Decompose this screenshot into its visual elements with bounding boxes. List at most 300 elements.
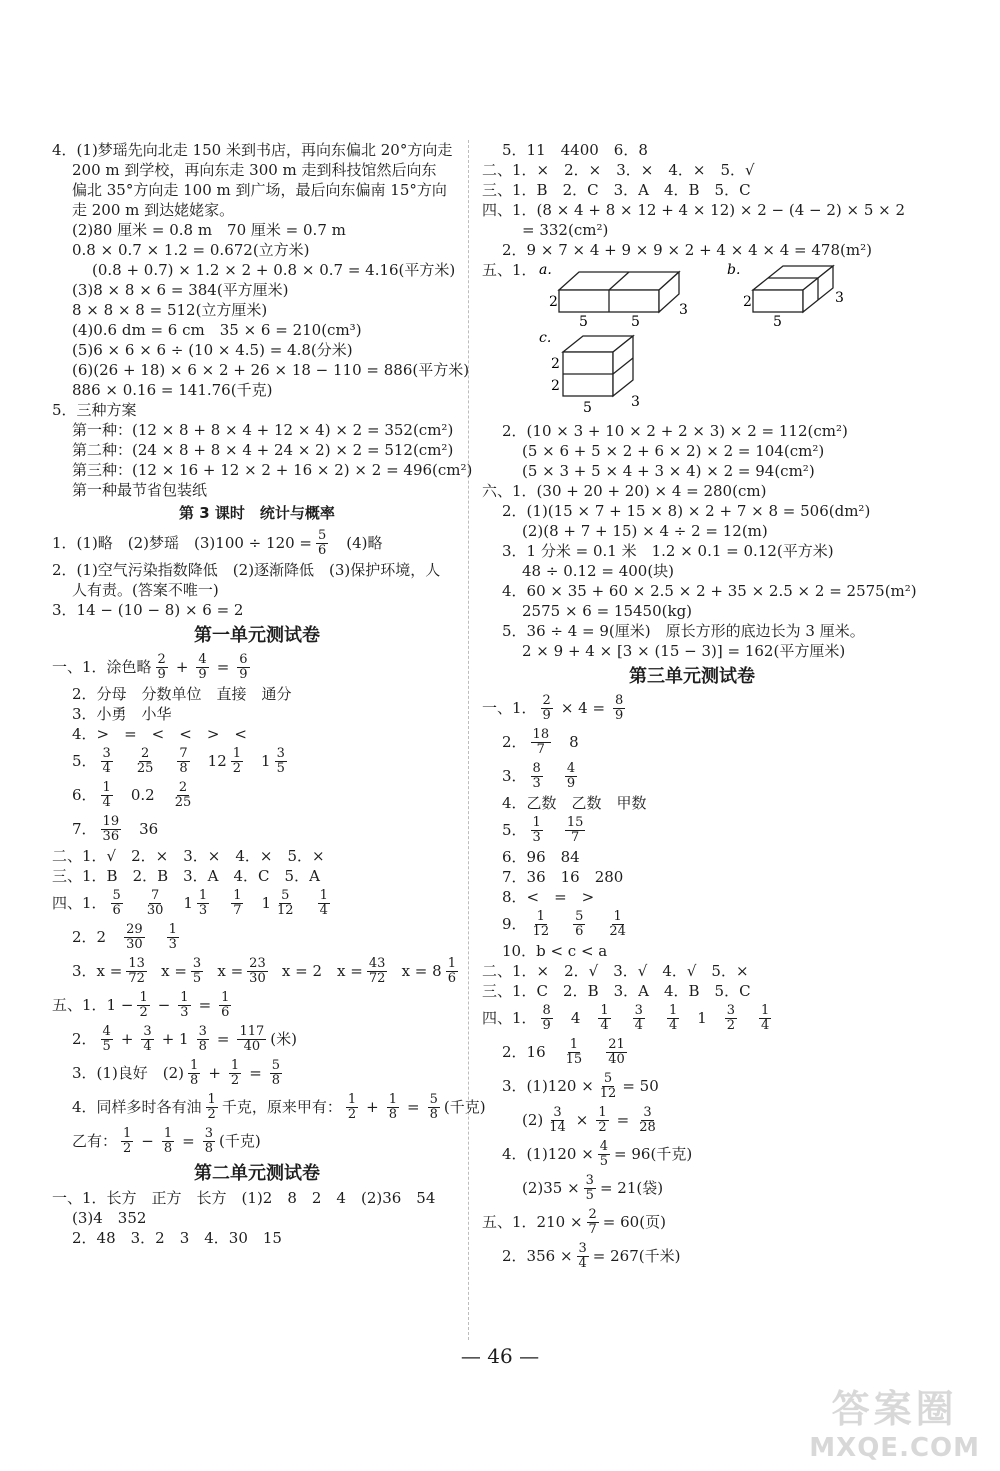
answer-line: 三、1．B 2．C 3．A 4．B 5．C [482, 181, 751, 199]
fraction [197, 889, 209, 918]
text: 2． [72, 1030, 97, 1048]
answer-line: (0.8 + 0.7) × 1.2 × 2 + 0.8 × 0.7 = 4.16(平方米) [92, 261, 456, 279]
left-column [52, 140, 486, 1248]
denominator: 6 [112, 902, 121, 918]
denominator: 2 [139, 1004, 148, 1020]
text: 四、1． [52, 894, 107, 912]
answer-line: (3)4 352 [72, 1209, 147, 1227]
answer-line [52, 1022, 462, 1056]
dim-label: 3 [834, 290, 844, 306]
answer-line: = 332(cm²) [522, 221, 609, 239]
numerator: 3 [726, 1002, 736, 1018]
figure-label-a: a. [538, 262, 552, 278]
denominator: 6 [318, 542, 327, 558]
section-heading-unit1: 第一单元测试卷 [194, 625, 320, 646]
answer-line [52, 744, 462, 778]
text: (米) [270, 1030, 297, 1048]
numerator: 5 [429, 1091, 438, 1107]
numerator: 3 [585, 1172, 594, 1188]
denominator: 3 [180, 1004, 189, 1020]
fraction [759, 1004, 771, 1033]
text: 5． [502, 821, 527, 839]
fraction [231, 889, 243, 918]
answer-line: 2．分母 分数单位 直接 通分 [72, 685, 292, 703]
text: 5． [72, 752, 97, 770]
answer-line: 二、1．× 2．× 3．× 4．× 5．√ [482, 161, 755, 179]
denominator: 4 [143, 1038, 152, 1054]
denominator: 8 [429, 1106, 438, 1122]
fraction [270, 1059, 282, 1088]
answer-line: (2) $\frac{3}{14}$ × $\frac{1}{2}$ = $\frac{3}{28}$ [522, 1104, 656, 1135]
denominator: 8 [190, 1072, 199, 1088]
numerator: 4 [566, 760, 576, 776]
fraction [237, 653, 249, 682]
text: = [216, 1030, 230, 1048]
fraction [367, 957, 388, 986]
fraction [196, 653, 208, 682]
fraction [606, 1038, 627, 1067]
answer-line: 3．1 分米 = 0.1 米 1.2 × 0.1 = 0.12(平方米) [502, 542, 834, 560]
denominator: 8 [388, 1106, 397, 1122]
text: 3．(1)120 × [502, 1077, 594, 1095]
denominator: 9 [239, 666, 248, 682]
numerator: 1 [536, 908, 545, 924]
denominator: 15 [565, 1051, 583, 1067]
numerator: 1 [221, 989, 230, 1005]
fraction [121, 1127, 133, 1156]
dim-label: 3 [678, 302, 688, 318]
text: 1．(1)略 (2)梦瑶 (3)100 ÷ 120 = [52, 534, 312, 552]
denominator: 8 [271, 1072, 281, 1088]
fraction [316, 529, 328, 558]
answer-line: 第三种：(12 × 16 + 12 × 2 + 16 × 2) × 2 = 496(cm²) [72, 461, 473, 479]
text: 五、1．1 − [52, 996, 134, 1014]
denominator: 9 [198, 666, 207, 682]
fraction [237, 1025, 266, 1054]
dim-label: 5 [582, 400, 592, 416]
numerator: 7 [150, 887, 160, 903]
fraction [101, 815, 122, 844]
fraction [531, 728, 552, 757]
text: 8 [569, 733, 579, 751]
fraction [573, 910, 585, 939]
watermark-text: 答案圈 [831, 1387, 958, 1431]
text: x = [217, 962, 244, 980]
answer-line: (3)8 × 8 × 6 = 384(平方厘米) [72, 281, 289, 299]
numerator: 18 [532, 726, 550, 742]
right-column [482, 140, 917, 1273]
whole-number: 1 [697, 1009, 707, 1027]
answer-line: (4)0.6 dm = 6 cm 35 × 6 = 210(cm³) [72, 321, 362, 339]
fraction [667, 1004, 679, 1033]
numerator: 2 [542, 692, 551, 708]
answer-line: 886 × 0.16 = 141.76(千克) [72, 381, 273, 399]
answer-line: 200 m 到学校，再向东走 300 m 走到科技馆然后向东 [72, 161, 437, 179]
denominator: 14 [549, 1119, 566, 1135]
fraction [231, 747, 243, 776]
denominator: 12 [599, 1085, 617, 1101]
denominator: 3 [532, 775, 541, 791]
fraction [531, 762, 543, 791]
denominator: 2 [207, 1106, 216, 1122]
text: 乙有： [72, 1132, 118, 1150]
text: (千克) [443, 1098, 486, 1116]
text: 四、1． [482, 1009, 537, 1027]
text: (2)35 × [522, 1179, 580, 1197]
section-heading-lesson3: 第 3 课时 统计与概率 [179, 504, 335, 522]
text: x = 8 [401, 962, 442, 980]
whole-number: 1 [261, 894, 272, 912]
fraction [577, 1242, 589, 1271]
numerator: 3 [204, 1125, 214, 1141]
fraction [101, 1025, 113, 1054]
fraction [141, 1025, 153, 1054]
numerator: 2 [140, 745, 150, 761]
whole-number: 1 [183, 894, 193, 912]
denominator: 6 [447, 970, 456, 986]
answer-line: (6)(26 + 18) × 6 × 2 + 26 × 18 − 110 = 886(平方米) [72, 361, 470, 379]
numerator: 8 [615, 692, 624, 708]
answer-line: (2)(8 + 7 + 15) × 4 ÷ 2 = 12(m) [522, 522, 768, 540]
denominator: 4 [668, 1017, 678, 1033]
whole-number: 12 [207, 752, 227, 770]
text: x = 2 x = [281, 962, 363, 980]
denominator: 40 [608, 1051, 625, 1067]
numerator: 1 [139, 989, 148, 1005]
numerator: 3 [102, 745, 111, 761]
answer-line: (5)6 × 6 × 6 ÷ (10 × 4.5) = 4.8(分米) [72, 341, 353, 359]
text: = 50 [622, 1077, 659, 1095]
numerator: 5 [318, 527, 327, 543]
denominator: 7 [570, 829, 580, 845]
text: = 267(千米) [592, 1247, 681, 1265]
denominator: 6 [221, 1004, 230, 1020]
numerator: 7 [179, 745, 188, 761]
answer-line [482, 1001, 902, 1035]
numerator: 1 [207, 1091, 216, 1107]
numerator: 1 [163, 1125, 173, 1141]
whole-number: 4 [570, 1009, 581, 1027]
text: x = [161, 962, 187, 980]
numerator: 4 [599, 1138, 609, 1154]
fraction [275, 747, 287, 776]
answer-line: 5．36 ÷ 4 = 9(厘米) 原长方形的底边长为 3 厘米。 [502, 622, 865, 640]
text: 3． [502, 767, 527, 785]
numerator: 1 [668, 1002, 678, 1018]
text: 36 [139, 820, 159, 838]
dim-label: 2 [550, 378, 560, 394]
text: (千克) [219, 1132, 261, 1150]
denominator: 4 [634, 1017, 643, 1033]
denominator: 7 [588, 1221, 597, 1237]
dim-label: 2 [548, 294, 558, 310]
denominator: 8 [179, 760, 188, 776]
denominator: 4 [102, 760, 111, 776]
answer-line: (5 × 6 + 5 × 2 + 6 × 2) × 2 = 104(cm²) [522, 442, 825, 460]
text: (2) [522, 1111, 544, 1129]
answer-line: 4．乙数 乙数 甲数 [502, 794, 647, 812]
answer-line: 2．(1)空气污染指数降低 (2)逐渐降低 (3)保护环境，人 [52, 561, 441, 579]
denominator: 6 [575, 923, 584, 939]
numerator: 1 [168, 921, 177, 937]
fraction [206, 1093, 218, 1122]
fraction [725, 1004, 737, 1033]
figure-row [482, 260, 902, 421]
numerator: 1 [230, 1057, 240, 1073]
fraction [101, 747, 113, 776]
numerator: 1 [532, 814, 541, 830]
answer-line: 三、1．C 2．B 3．A 4．B 5．C [482, 982, 751, 1000]
denominator: 2 [726, 1017, 736, 1033]
denominator: 25 [136, 760, 154, 776]
numerator: 1 [388, 1091, 397, 1107]
section-heading-unit3: 第三单元测试卷 [629, 666, 755, 687]
dim-label: 2 [550, 356, 560, 372]
numerator: 2 [157, 651, 166, 667]
denominator: 9 [615, 707, 624, 723]
answer-line [52, 886, 462, 920]
text: 千克，原来甲有： [221, 1098, 342, 1116]
answer-line [482, 1239, 902, 1273]
numerator: 19 [102, 813, 120, 829]
numerator: 1 [447, 955, 456, 971]
fraction [229, 1059, 241, 1088]
answer-line: 5．三种方案 [52, 401, 137, 419]
cuboid-figures [537, 260, 855, 421]
numerator: 2 [178, 779, 188, 795]
fraction [162, 1127, 174, 1156]
answer-line [52, 954, 462, 988]
fraction [598, 1072, 619, 1101]
answer-line [52, 812, 462, 846]
text: 五、1． [482, 261, 537, 279]
denominator: 8 [204, 1140, 214, 1156]
fraction [531, 910, 552, 939]
denominator: 25 [174, 794, 192, 810]
fraction [173, 781, 194, 810]
fraction [318, 889, 330, 918]
answer-line [482, 907, 902, 941]
fraction [177, 747, 189, 776]
numerator: 8 [542, 1002, 551, 1018]
fraction [596, 1106, 608, 1135]
fraction [584, 1174, 596, 1203]
text: 4．同样多时各有油 [72, 1098, 202, 1116]
cuboid-figure-c [537, 328, 677, 416]
answer-line: (5 × 3 + 5 × 4 + 3 × 4) × 2 = 94(cm²) [522, 462, 815, 480]
numerator: 43 [368, 955, 386, 971]
numerator: 5 [603, 1070, 613, 1086]
numerator: 1 [123, 1125, 132, 1141]
numerator: 1 [347, 1091, 357, 1107]
fraction [197, 1025, 209, 1054]
answer-line: 第一种：(12 × 8 + 8 × 4 + 12 × 4) × 2 = 352(cm²) [72, 421, 454, 439]
dim-label: 5 [772, 314, 782, 328]
text: 一、1． [482, 699, 537, 717]
fraction [101, 781, 113, 810]
answer-line [482, 759, 902, 793]
answer-line [482, 1069, 902, 1103]
answer-line: 2．(1)(15 × 7 + 15 × 8) × 2 + 7 × 8 = 506(dm²) [502, 502, 871, 520]
numerator: 1 [761, 1002, 770, 1018]
fraction [531, 816, 543, 845]
text: 一、1．涂色略 [52, 658, 152, 676]
numerator: 117 [239, 1023, 265, 1039]
denominator: 2 [230, 1072, 240, 1088]
fraction [607, 910, 628, 939]
fraction [178, 991, 190, 1020]
dim-label: 5 [578, 314, 588, 328]
fraction [247, 957, 268, 986]
text: 6． [72, 786, 97, 804]
fraction [541, 1004, 553, 1033]
text: 0.2 [130, 786, 155, 804]
answer-line: (2)80 厘米 = 0.8 m 70 厘米 = 0.7 m [72, 221, 346, 239]
answer-line: 7．36 16 280 [502, 868, 624, 886]
answer-line [52, 920, 462, 954]
fraction [613, 694, 625, 723]
answer-line [482, 1205, 902, 1239]
numerator: 1 [233, 887, 242, 903]
denominator: 30 [126, 936, 143, 952]
fraction [387, 1093, 399, 1122]
denominator: 7 [536, 741, 545, 757]
denominator: 5 [276, 760, 285, 776]
fraction [598, 1004, 610, 1033]
answer-line: 三、1．B 2．B 3．A 4．C 5．A [52, 867, 320, 885]
denominator: 4 [578, 1255, 587, 1271]
answer-line [482, 1171, 902, 1205]
answer-line: 一、1．长方 正方 长方 (1)2 8 2 4 (2)36 54 [52, 1189, 436, 1207]
text: 7． [72, 820, 97, 838]
denominator: 2 [123, 1140, 132, 1156]
denominator: 24 [609, 923, 626, 939]
fraction [637, 1106, 658, 1135]
answer-line [482, 725, 902, 759]
denominator: 8 [198, 1038, 207, 1054]
denominator: 9 [542, 707, 551, 723]
answer-line: 二、1．√ 2．× 3．× 4．× 5．× [52, 847, 325, 865]
denominator: 5 [192, 970, 202, 986]
answer-line: 4．60 × 35 + 60 × 2.5 × 2 + 35 × 2.5 × 2 = 2575(m²) [502, 582, 917, 600]
fraction [203, 1127, 215, 1156]
denominator: 3 [198, 902, 208, 918]
denominator: 72 [128, 970, 145, 986]
numerator: 1 [613, 908, 622, 924]
fraction [126, 957, 147, 986]
numerator: 5 [271, 1057, 281, 1073]
numerator: 1 [180, 989, 189, 1005]
denominator: 72 [368, 970, 386, 986]
answer-line: 六、1．(30 + 20 + 20) × 4 = 280(cm) [482, 482, 767, 500]
text: 2．16 [502, 1043, 546, 1061]
text: 3．(1)良好 (2) [72, 1064, 185, 1082]
page-number: — 46 — [460, 1344, 540, 1368]
denominator: 3 [168, 936, 177, 952]
answer-line: 10．b < c < a [502, 942, 608, 960]
numerator: 1 [569, 1036, 579, 1052]
text: + [120, 1030, 134, 1048]
answer-line: 2．(10 × 3 + 10 × 2 + 2 × 3) × 2 = 112(cm²) [502, 422, 848, 440]
fraction [124, 923, 145, 952]
numerator: 3 [634, 1002, 643, 1018]
text: 五、1．210 × [482, 1213, 583, 1231]
numerator: 3 [192, 955, 202, 971]
fraction [565, 816, 586, 845]
numerator: 13 [128, 955, 145, 971]
answer-line [52, 526, 462, 560]
answer-line: 一、1．涂色略 $\frac{2}{9}$ + $\frac{4}{9}$ = $\frac{6}{9}$ [52, 651, 248, 682]
numerator: 5 [112, 887, 121, 903]
fraction [564, 1038, 585, 1067]
text: 4．(1)120 × [502, 1145, 594, 1163]
cuboid-figure-b [725, 260, 855, 328]
denominator: 36 [102, 828, 120, 844]
fraction [111, 889, 123, 918]
numerator: 1 [600, 1002, 609, 1018]
answer-line: 4．同样多时各有油 $\frac{1}{2}$ 千克，原来甲有： $\frac{1}{2}$ + $\frac{1}{8}$ = $\frac{5}{8}$ (千克) [72, 1091, 486, 1122]
numerator: 3 [553, 1104, 562, 1120]
denominator: 4 [319, 902, 328, 918]
answer-line: 3．(1)良好 (2) $\frac{1}{8}$ + $\frac{1}{2}$ = $\frac{5}{8}$ [72, 1057, 281, 1088]
numerator: 3 [143, 1023, 152, 1039]
answer-line: 2．9 × 7 × 4 + 9 × 9 × 2 + 4 × 4 × 4 = 478(m²) [502, 241, 872, 259]
denominator: 9 [542, 1017, 551, 1033]
answer-line: 3．14 − (10 − 8) × 6 = 2 [52, 601, 244, 619]
denominator: 8 [163, 1140, 173, 1156]
denominator: 5 [599, 1153, 609, 1169]
fraction [156, 653, 168, 682]
numerator: 21 [608, 1036, 625, 1052]
numerator: 23 [249, 955, 266, 971]
answer-line [482, 1035, 902, 1069]
whole-number: 1 [261, 752, 271, 770]
dim-label: 5 [630, 314, 640, 328]
numerator: 8 [532, 760, 541, 776]
answer-line [482, 1137, 902, 1171]
dim-label: 2 [742, 294, 752, 310]
text: x = [96, 962, 123, 980]
numerator: 3 [578, 1240, 587, 1256]
denominator: 5 [102, 1038, 111, 1054]
denominator: 30 [146, 902, 164, 918]
fraction [145, 889, 166, 918]
denominator: 30 [249, 970, 266, 986]
answer-line: 4．> = < < > < [72, 725, 247, 743]
text: 9． [502, 915, 527, 933]
numerator: 3 [276, 745, 285, 761]
cuboid-figure-a [537, 260, 707, 328]
fraction [633, 1004, 645, 1033]
watermark-logo [809, 1378, 980, 1463]
fraction [565, 762, 577, 791]
answer-line: 乙有： $\frac{1}{2}$ − $\frac{1}{8}$ = $\frac{3}{8}$ (千克) [72, 1125, 261, 1156]
dim-label: 3 [630, 394, 640, 410]
denominator: 5 [585, 1187, 594, 1203]
answer-line: 五、1．1 − $\frac{1}{2}$ − $\frac{1}{3}$ = $\frac{1}{6}$ [52, 989, 230, 1020]
answer-line: 第二种：(24 × 8 + 8 × 4 + 24 × 2) × 2 = 512(cm²) [72, 441, 454, 459]
numerator: 1 [319, 887, 328, 903]
answer-line: 8 × 8 × 8 = 512(立方厘米) [72, 301, 268, 319]
text: 3． [72, 962, 97, 980]
text: = 60(页) [602, 1213, 666, 1231]
numerator: 3 [643, 1104, 652, 1120]
numerator: 1 [190, 1057, 199, 1073]
answer-line: 二、1．× 2．√ 3．√ 4．√ 5．× [482, 962, 749, 980]
denominator: 40 [243, 1038, 261, 1054]
answer-line: 6．96 84 [502, 848, 580, 866]
answer-line: 四、1．(8 × 4 + 8 × 12 + 4 × 12) × 2 − (4 − 2) × 5 × 2 [482, 201, 906, 219]
